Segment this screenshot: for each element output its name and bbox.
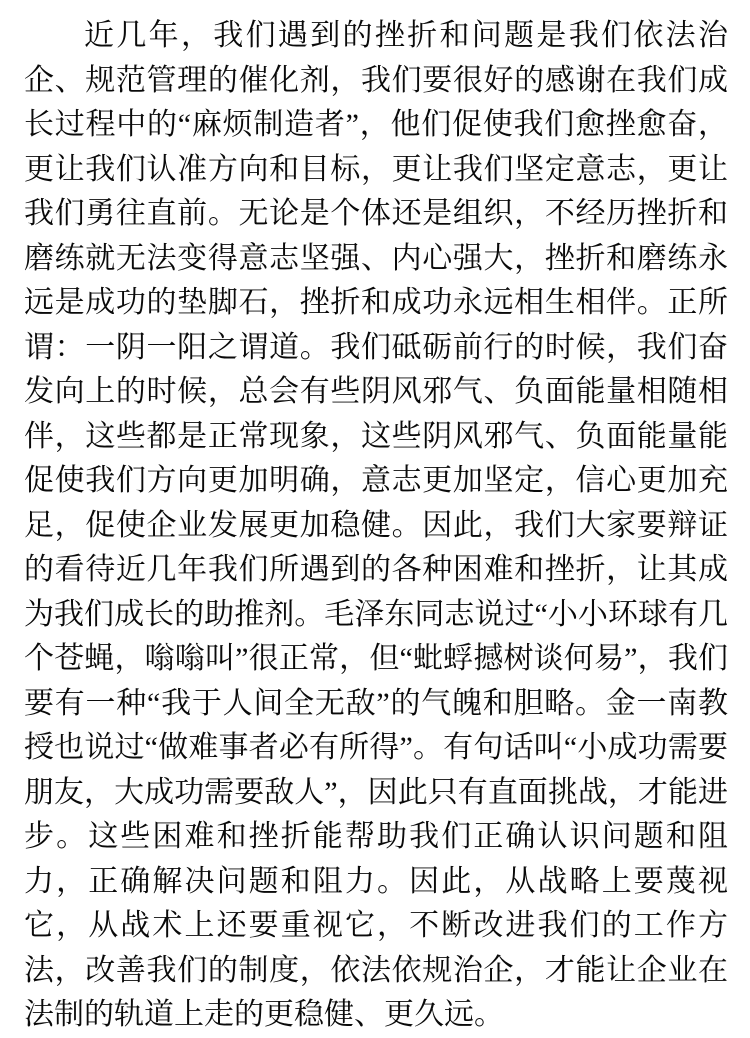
document-paragraph: 近几年，我们遇到的挫折和问题是我们依法治企、规范管理的催化剂，我们要很好的感谢在我们成长过程中的“麻烦制造者”，他们促使我们愈挫愈奋，更让我们认准方向和目标，更让我们坚定意志，更让我们勇往直前。无论是个体还是组织，不经历挫折和磨练就无法变得意志坚强、内心强大，挫折和磨练永远是成功的垫脚石，挫折和成功永远相生相伴。正所谓：一阴一阳之谓道。我们砥砺前行的时候，我们奋发向上的时候，总会有些阴风邪气、负面能量相随相伴，这些都是正常现象，这些阴风邪气、负面能量能促使我们方向更加明确，意志更加坚定，信心更加充足，促使企业发展更加稳健。因此，我们大家要辩证的看待近几年我们所遇到的各种困难和挫折，让其成为我们成长的助推剂。毛泽东同志说过“小小环球有几个苍蝇，嗡嗡叫”很正常，但“蚍蜉撼树谈何易”，我们要有一种“我于人间全无敌”的气魄和胆略。金一南教授也说过“做难事者必有所得”。有句话叫“小成功需要朋友，大成功需要敌人”，因此只有直面挑战，才能进步。这些困难和挫折能帮助我们正确认识问题和阻力，正确解决问题和阻力。因此，从战略上要蔑视它，从战术上还要重视它，不断改进我们的工作方法，改善我们的制度，依法依规治企，才能让企业在法制的轨道上走的更稳健、更久远。 xyxy=(24,19,728,1031)
